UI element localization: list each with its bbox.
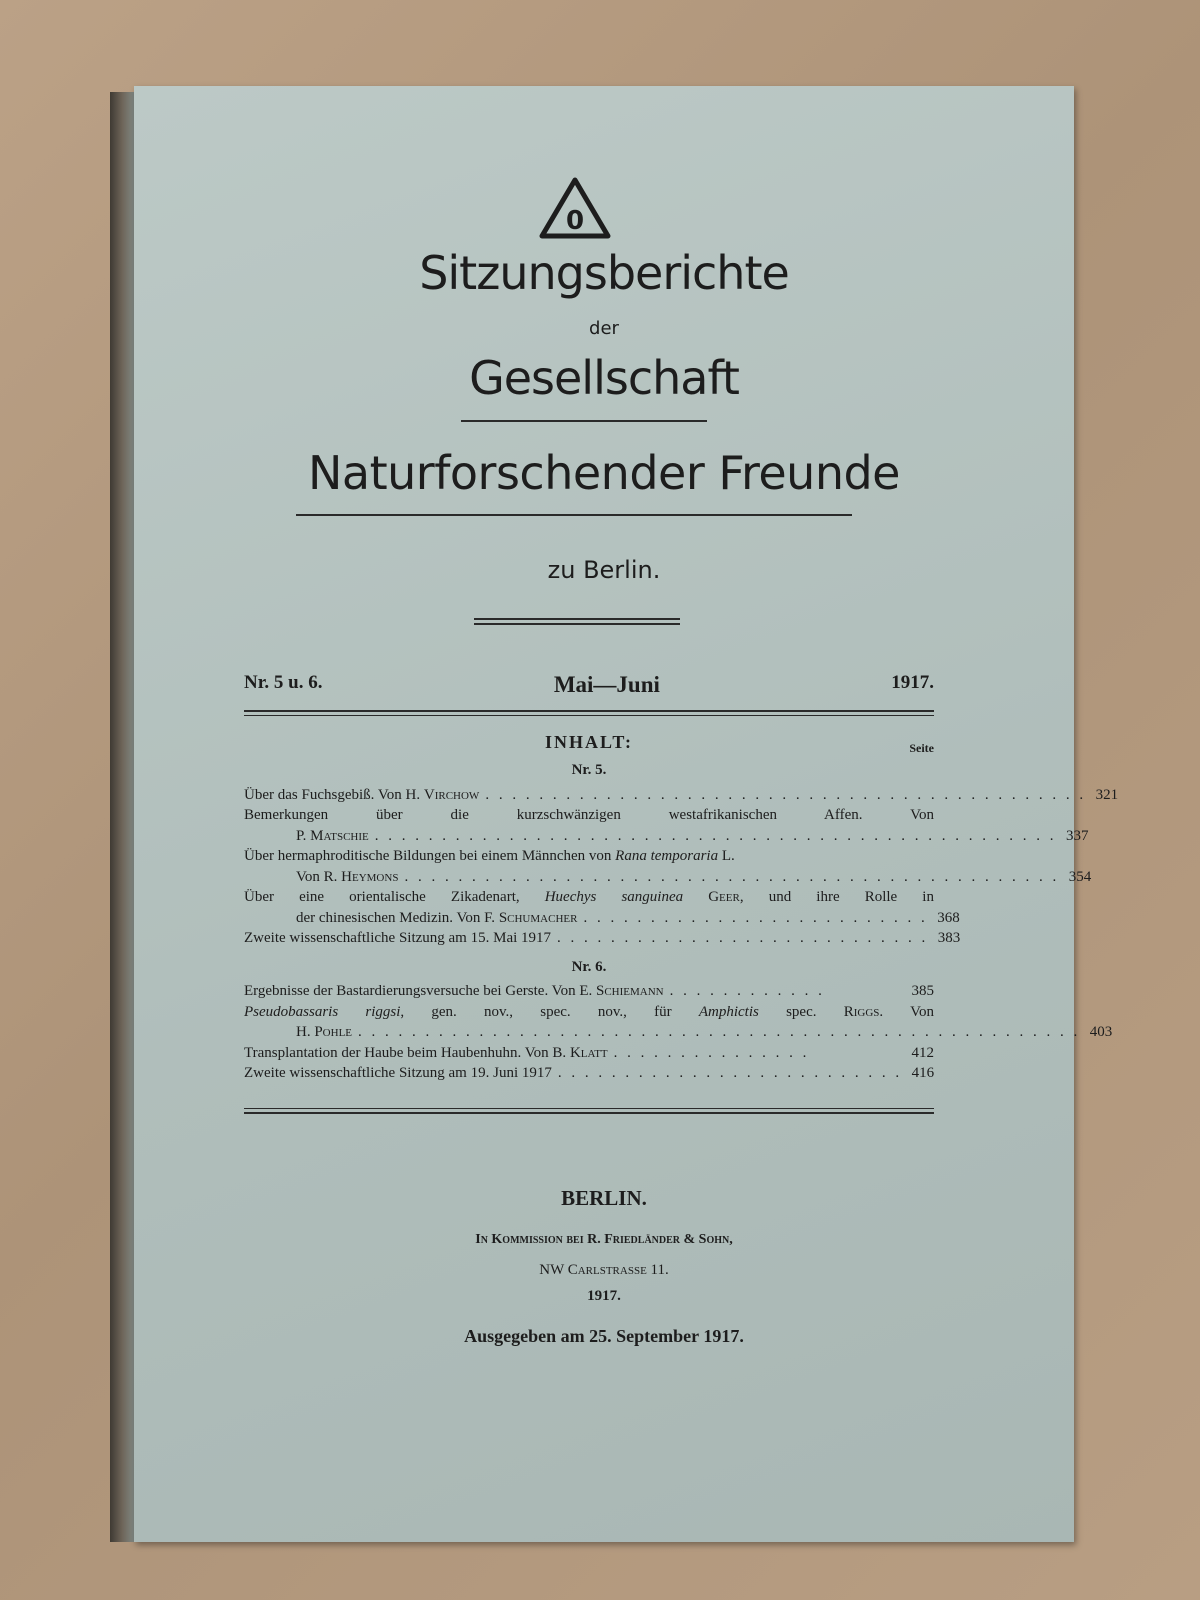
toc-rule-a [244, 1108, 934, 1109]
leader-dots: . . . . . . . . . . . . [669, 983, 825, 999]
toc-entry-page: 403 [1089, 1024, 1113, 1040]
leader-dots: . . . . . . . . . . . . . . . . . . . . . . . . . . . . . . . . . . . . . . . . . . . . . [485, 786, 1087, 803]
toc-entry-page: 385 [911, 983, 934, 999]
toc-entry[interactable] [244, 805, 1089, 846]
leader-dots: . . . . . . . . . . . . . . . . . . . . . . . . . . . . [557, 930, 929, 946]
toc-entry-text: Von R. [296, 868, 342, 885]
toc-entry-page: 321 [1095, 786, 1119, 803]
toc-entry[interactable] [244, 1002, 1113, 1043]
logo-glyph: 0 [565, 206, 585, 236]
toc-entry-author: H. Pohle [296, 1024, 353, 1040]
title-underline-2 [296, 514, 852, 516]
double-rule-top-a [474, 618, 680, 620]
toc-section-label: Nr. 6. [571, 958, 607, 975]
toc-entry-author: Schiemann [596, 983, 664, 999]
toc-entry-page: 368 [937, 909, 960, 926]
toc-entry-page: 354 [1068, 868, 1092, 885]
toc-heading-label: INHALT: [544, 732, 634, 752]
toc-entry[interactable] [244, 981, 934, 1002]
imprint-address: NW Carlstrasse 11. [539, 1262, 669, 1278]
toc-rule-b [244, 1112, 934, 1114]
toc-entry-page: 383 [937, 930, 961, 946]
issue-number: Nr. 5 u. 6. [244, 672, 323, 693]
toc-entry-text: Ergebnisse der Bastardierungsversuche bei Gerste. Von E. [244, 983, 596, 999]
leader-dots: . . . . . . . . . . . . . . . . . . . . . . . . . . . . . . . . . . . . . . . . . . . . . . . . . . . [374, 827, 1057, 844]
imprint-city: BERLIN. [561, 1186, 647, 1210]
toc-entry-author: Schumacher [498, 909, 578, 926]
toc-entry-page: 416 [911, 1065, 935, 1081]
toc-heading [244, 732, 934, 758]
leader-dots: . . . . . . . . . . . . . . . . . . . . . . . . . . . . . . . . . . . . . . . . . . . . . . . . . . . . . . [358, 1024, 1081, 1040]
toc-entry-text: spec. [758, 1003, 844, 1020]
toc-entry-species: Pseudobassaris riggsi [244, 1003, 401, 1020]
leader-dots: . . . . . . . . . . . . . . . . . . . . . . . . . . [557, 1065, 903, 1081]
toc-entry-author: Klatt [569, 1044, 608, 1061]
toc-entry-author: P. Matschie [296, 827, 369, 844]
issue-months: Mai—Juni [553, 672, 660, 697]
title-zu-berlin: zu Berlin. [547, 556, 661, 584]
title-gesellschaft: Gesellschaft [469, 351, 739, 405]
toc-entry-author: Virchow [423, 786, 480, 803]
toc-entry-text: Zweite wissenschaftliche Sitzung am 19. Juni 1917 [244, 1065, 552, 1081]
issue-rule-b [244, 715, 934, 716]
toc-entry[interactable] [244, 846, 1092, 887]
title-naturforschender-freunde: Naturforschender Freunde [308, 446, 900, 500]
toc-entry-author: Heymons [341, 868, 399, 885]
toc-entry[interactable] [244, 1063, 934, 1084]
table-of-contents [244, 732, 1119, 1084]
title-der: der [589, 318, 619, 339]
toc-entry-text: der chinesischen Medizin. Von F. [296, 909, 499, 926]
issue-year: 1917. [891, 672, 934, 693]
imprint-year: 1917. [587, 1288, 621, 1304]
leader-dots: . . . . . . . . . . . . . . . [613, 1044, 810, 1061]
toc-entry-species: Amphictis [698, 1003, 759, 1020]
issue-line [244, 672, 934, 698]
toc-entry[interactable] [244, 785, 1119, 806]
toc-entry-page: 412 [911, 1044, 934, 1061]
toc-entry[interactable] [244, 1043, 934, 1064]
toc-entry-species: Rana temporaria [615, 848, 719, 864]
journal-cover [134, 86, 1119, 1542]
toc-entry-text: , gen. nov., spec. nov., für [400, 1003, 699, 1020]
title-sitzungsberichte: Sitzungsberichte [419, 246, 789, 300]
toc-entry-text: Über eine orientalische Zikadenart, [244, 889, 545, 905]
title-underline-1 [461, 420, 707, 422]
toc-entry-page: 337 [1066, 827, 1089, 844]
triangle-logo-icon [539, 176, 611, 240]
leader-dots: . . . . . . . . . . . . . . . . . . . . . . . . . . . . . . . . . . . . . . . . . . . . . . . . . [404, 868, 1060, 885]
leader-dots: . . . . . . . . . . . . . . . . . . . . . . . . . . [583, 909, 928, 926]
toc-entry-species: Huechys sanguinea [544, 889, 684, 905]
toc-entry-authority: Riggs [843, 1003, 880, 1020]
toc-page-column-label: Seite [909, 741, 934, 755]
issue-rule-a [244, 710, 934, 712]
toc-entry-text: Transplantation der Haube beim Haubenhuhn. Von B. [244, 1044, 570, 1061]
toc-entry[interactable] [244, 887, 960, 928]
imprint-commission: In Kommission bei R. Friedländer & Sohn, [475, 1232, 733, 1247]
toc-entry-text: Zweite wissenschaftliche Sitzung am 15. Mai 1917 [244, 930, 552, 946]
toc-entry-text: , und ihre Rolle in [739, 889, 934, 905]
toc-entry-text: Über das Fuchsgebiß. Von H. [244, 786, 424, 803]
double-rule-top-b [474, 623, 680, 625]
toc-section-label: Nr. 5. [571, 762, 607, 778]
toc-entry-authority: Geer [683, 889, 740, 905]
issue-date: Ausgegeben am 25. September 1917. [464, 1326, 744, 1346]
toc-entry[interactable] [244, 928, 961, 949]
toc-entry-text: . Von [879, 1003, 935, 1020]
toc-entry-text: Über hermaphroditische Bildungen bei einem Männchen von [244, 848, 616, 864]
toc-entry-text: Bemerkungen über die kurzschwänzigen westafrikanischen Affen. Von [244, 807, 934, 823]
toc-entry-text: L. [718, 848, 735, 864]
